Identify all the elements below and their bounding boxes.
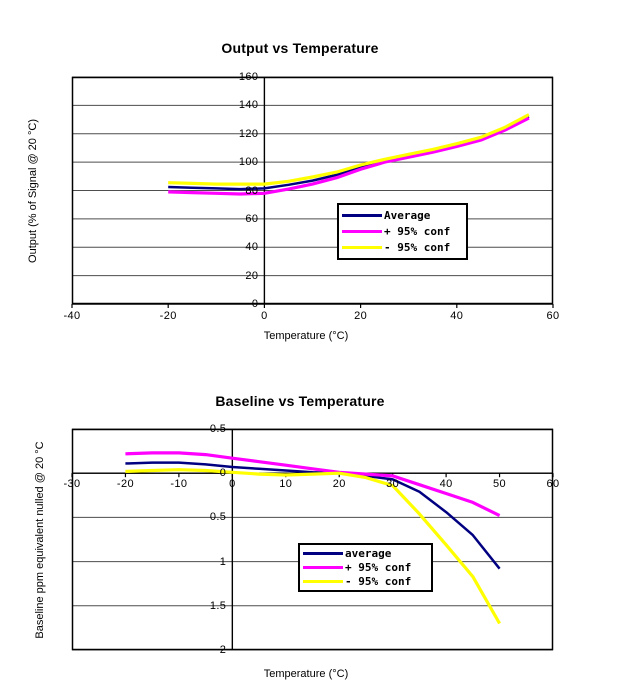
legend-item xyxy=(342,225,463,238)
legend xyxy=(298,543,433,592)
average-line-sample xyxy=(342,214,382,217)
x-axis-title: Temperature (°C) xyxy=(263,330,349,342)
plus-95-conf-line-sample xyxy=(342,230,382,233)
minus-95-conf-line-sample xyxy=(303,580,343,583)
legend-label: + 95% conf xyxy=(384,224,451,238)
legend-label: average xyxy=(345,547,392,561)
chart-title: Output vs Temperature xyxy=(221,40,379,56)
x-tick-label: 40 xyxy=(450,310,464,322)
y-tick-label: 140 xyxy=(238,99,259,112)
legend-label: + 95% conf xyxy=(345,560,412,574)
x-tick-label: 20 xyxy=(354,310,368,322)
x-tick-label: 0 xyxy=(229,478,236,491)
y-tick-label: 0.5 xyxy=(209,423,227,435)
x-tick-label: 20 xyxy=(332,478,346,491)
y-tick-label: 0.5 xyxy=(209,511,227,524)
legend xyxy=(337,203,468,260)
x-tick-label: 30 xyxy=(386,478,400,491)
y-axis-title: Baseline ppm equivalent nulled @ 20 °C xyxy=(34,441,46,639)
y-tick-label: 60 xyxy=(245,212,259,225)
legend-item xyxy=(303,561,428,574)
y-tick-label: 120 xyxy=(238,127,259,140)
x-axis-title: Temperature (°C) xyxy=(263,668,349,680)
y-tick-label: 1 xyxy=(219,555,227,568)
y-tick-label: 100 xyxy=(238,156,259,169)
x-tick-label: -20 xyxy=(116,478,134,491)
legend-item xyxy=(303,547,428,560)
x-tick-label: 0 xyxy=(261,310,268,322)
x-tick-label: -10 xyxy=(170,478,188,491)
average-line-sample xyxy=(303,552,343,555)
x-tick-label: 40 xyxy=(439,478,453,491)
plus-95-conf-line-sample xyxy=(303,566,343,569)
y-tick-label: 40 xyxy=(245,241,259,254)
legend-label: - 95% conf xyxy=(384,241,451,255)
legend-label: - 95% conf xyxy=(345,574,412,588)
plot-area xyxy=(72,77,553,304)
x-tick-label: -40 xyxy=(63,310,81,322)
chart-title: Baseline vs Temperature xyxy=(215,393,385,409)
y-tick-label: 20 xyxy=(245,269,259,282)
x-tick-label: -20 xyxy=(159,310,177,322)
y-tick-label: 160 xyxy=(238,71,259,83)
legend-item xyxy=(303,575,428,588)
y-tick-label: 1.5 xyxy=(209,599,227,612)
x-tick-label: 60 xyxy=(546,478,560,491)
x-tick-label: -30 xyxy=(63,478,81,491)
y-tick-label: 2 xyxy=(219,644,227,656)
y-tick-label: 80 xyxy=(245,184,259,197)
y-axis-title: Output (% of Signal @ 20 °C) xyxy=(27,119,39,263)
legend-label: Average xyxy=(384,208,431,222)
x-tick-label: 60 xyxy=(546,310,560,322)
x-tick-label: 10 xyxy=(279,478,293,491)
y-tick-label: 0 xyxy=(251,298,259,310)
minus-95-conf-line-sample xyxy=(342,246,382,249)
legend-item xyxy=(342,209,463,222)
legend-item xyxy=(342,241,463,254)
x-tick-label: 50 xyxy=(493,478,507,491)
y-tick-label: 0 xyxy=(219,467,227,480)
plot-area xyxy=(72,429,553,650)
